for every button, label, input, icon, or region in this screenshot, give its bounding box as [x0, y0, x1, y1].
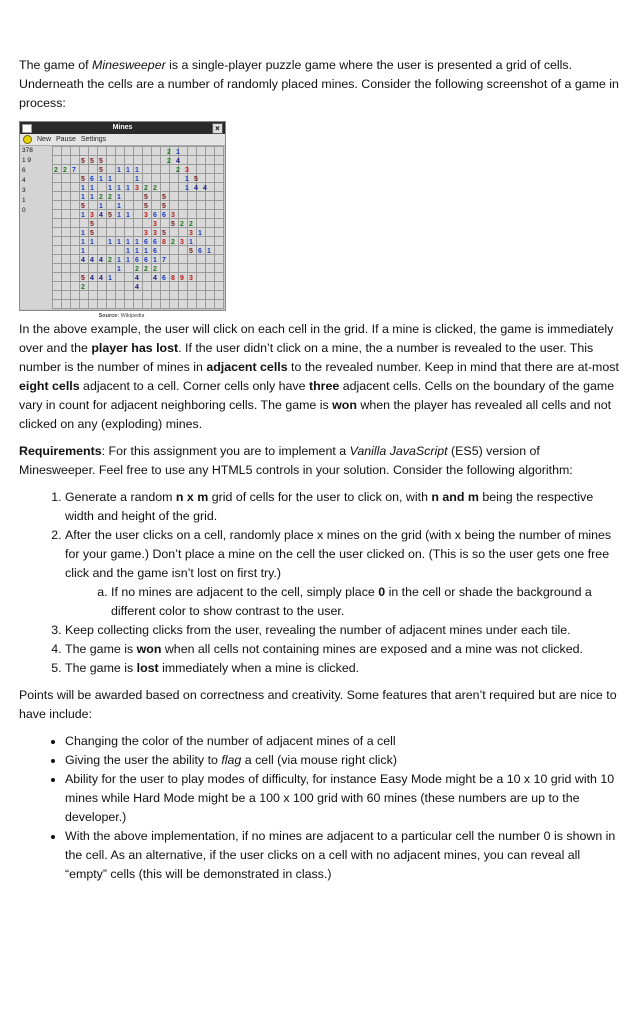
side-counter: 1 — [22, 197, 26, 204]
list-item — [65, 488, 619, 526]
step-bold: won — [136, 642, 162, 656]
list-item: • Ability for the user to play modes of difficulty, for instance Easy Mode might be a 10 x 10 grid with 10 mines while Hard Mode might be a 100 x 100 grid with 60 mines (these numbers are up to the developer.) — [65, 770, 619, 827]
points-paragraph: Points will be awarded based on correctness and creativity. Some features that aren’t required but are nice to have include: — [19, 688, 617, 721]
grid-cell-number: 4 — [90, 275, 94, 282]
caption-label: Source: — [98, 313, 120, 319]
grid-cell-number: 1 — [81, 212, 85, 219]
step-text: grid of cells for the user to click on, with — [208, 490, 432, 504]
step-text: Keep collecting clicks from the user, revealing the number of adjacent mines under each tile. — [65, 623, 571, 637]
algorithm-list — [19, 488, 619, 678]
list-item: • Changing the color of the number of adjacent mines of a cell — [65, 732, 619, 751]
grid-cell-number: 1 — [90, 239, 94, 246]
grid-cell-number: 5 — [189, 248, 193, 255]
grid-cell-number: 5 — [90, 158, 94, 165]
grid-cell-number: 2 — [144, 266, 148, 273]
list-item — [65, 621, 619, 640]
grid-cell-number: 1 — [207, 248, 211, 255]
grid-cell-number: 4 — [99, 257, 103, 264]
step-text: After the user clicks on a cell, randomly place x mines on the grid (with x being the number of mines for your game.) Don’t place a mine on the cell the user clicked on. (This is so the user gets one free click and the game isn’t lost on first try.) — [65, 528, 612, 580]
step-text: If no mines are adjacent to the cell, simply place — [111, 585, 379, 599]
step-text: in the cell or shade the background a different color to show contrast to the user. — [111, 585, 592, 618]
grid-cell-number: 4 — [203, 185, 207, 192]
step-bold: lost — [136, 661, 159, 675]
grid-cell-number: 6 — [162, 275, 166, 282]
grid-cell-number: 1 — [126, 257, 130, 264]
window-menubar — [20, 134, 225, 146]
grid-cell-number: 3 — [180, 239, 184, 246]
grid-cell-number: 4 — [99, 275, 103, 282]
grid-cell-number: 2 — [108, 194, 112, 201]
grid-cell-number: 1 — [90, 194, 94, 201]
grid-cell-number: 1 — [81, 194, 85, 201]
grid-cell-number: 5 — [90, 221, 94, 228]
grid-cell-number: 5 — [162, 230, 166, 237]
grid-cell-number: 5 — [90, 230, 94, 237]
grid-cell-number: 1 — [117, 194, 121, 201]
grid-cell-number: 2 — [171, 239, 175, 246]
grid-cell-number: 2 — [81, 284, 85, 291]
grid-cell-number: 7 — [162, 257, 166, 264]
window-titlebar — [20, 122, 225, 134]
rules-text: In the above example, the user will click on each cell in the grid. If a mine is clicked, the game is immediately over and the — [19, 322, 614, 355]
grid-cell-number: 1 — [99, 203, 103, 210]
grid-cell-number: 3 — [185, 167, 189, 174]
grid-cell-number: 1 — [126, 248, 130, 255]
close-icon: × — [212, 123, 223, 134]
grid-cell-number: 1 — [117, 266, 121, 273]
grid-cell-number: 2 — [167, 149, 171, 156]
grid-cell-number: 1 — [117, 257, 121, 264]
grid-cell-number: 6 — [153, 239, 157, 246]
grid-cell-number: 2 — [176, 167, 180, 174]
grid-cell-number: 1 — [81, 185, 85, 192]
grid-cell-number: 5 — [81, 176, 85, 183]
grid-cell-number: 1 — [185, 176, 189, 183]
grid-cell-number: 3 — [135, 185, 139, 192]
grid-cell-number: 1 — [108, 275, 112, 282]
grid-cell-number: 1 — [81, 230, 85, 237]
grid-cell-number: 1 — [90, 185, 94, 192]
minesweeper-title: Minesweeper — [92, 58, 166, 72]
rules-text: adjacent to a cell. Corner cells only have — [79, 379, 309, 393]
grid-cell-number: 2 — [108, 257, 112, 264]
grid-cell-number: 1 — [185, 185, 189, 192]
rules-text: adjacent cells. Cells on the boundary of the game vary in count for adjacent neighboring cells. The game is — [19, 379, 615, 412]
list-item — [65, 526, 619, 621]
timer-readout: 378 — [22, 147, 33, 154]
grid-cell-number: 1 — [117, 167, 121, 174]
grid-cell-number: 2 — [180, 221, 184, 228]
grid-cell-number: 6 — [153, 212, 157, 219]
grid-cell-number: 6 — [153, 248, 157, 255]
grid-cell-number: 1 — [135, 248, 139, 255]
intro-paragraph — [19, 56, 619, 113]
mine-grid — [52, 146, 224, 309]
features-list — [19, 732, 619, 884]
grid-cell-number: 1 — [189, 239, 193, 246]
grid-cell-number: 1 — [126, 185, 130, 192]
side-counter: 3 — [22, 187, 26, 194]
grid-cell-number: 3 — [189, 230, 193, 237]
smiley-icon — [23, 135, 32, 144]
grid-cell-number: 5 — [162, 194, 166, 201]
grid-cell-number: 1 — [176, 149, 180, 156]
grid-cell-number: 1 — [81, 239, 85, 246]
rules-paragraph — [19, 320, 619, 434]
grid-cell-number: 3 — [153, 221, 157, 228]
grid-cell-number: 1 — [117, 239, 121, 246]
grid-cell-number: 1 — [153, 257, 157, 264]
grid-cell-number: 2 — [153, 266, 157, 273]
grid-cell-number: 1 — [126, 239, 130, 246]
grid-cell-number: 3 — [189, 275, 193, 282]
caption-source: Wikipedia — [120, 313, 145, 319]
list-item — [111, 583, 619, 621]
feature-text: Giving the user the ability to — [65, 753, 222, 767]
grid-cell-number: 6 — [162, 212, 166, 219]
grid-cell-number: 4 — [90, 257, 94, 264]
grid-cell-number: 8 — [171, 275, 175, 282]
grid-cell-number: 1 — [108, 239, 112, 246]
intro-text: The game of — [19, 58, 93, 72]
step-text: when all cells not containing mines are exposed and a mine was not clicked. — [161, 642, 583, 656]
list-item — [65, 751, 619, 770]
grid-cell-number: 1 — [144, 248, 148, 255]
grid-cell-number: 3 — [144, 212, 148, 219]
grid-cell-number: 4 — [135, 275, 139, 282]
list-item: • With the above implementation, if no mines are adjacent to a particular cell the number 0 is shown in the cell. As an alternative, if the user clicks on a cell with no adjacent mines, you can reveal all “empty” cells (this will be demonstrated in class.) — [65, 827, 619, 884]
list-item — [65, 659, 619, 678]
figure-caption — [19, 312, 224, 320]
requirements-text: : For this assignment you are to implement a — [101, 444, 350, 458]
grid-cell-number: 1 — [117, 212, 121, 219]
grid-cell-number: 2 — [167, 158, 171, 165]
minesweeper-screenshot — [19, 121, 226, 311]
requirements-em: Vanilla JavaScript — [349, 444, 448, 458]
score-sidebar — [20, 146, 52, 309]
side-counter: 4 — [22, 177, 26, 184]
grid-cell-number: 6 — [144, 239, 148, 246]
intro-text-rest: is a single-player puzzle game where the user is presented a grid of cells. Underneath the cells are a number of randomly placed mines. Consider the following screenshot of a game in process: — [19, 58, 619, 110]
grid-cell-number: 3 — [90, 212, 94, 219]
grid-cell-number: 2 — [135, 266, 139, 273]
grid-cell-number: 5 — [81, 203, 85, 210]
grid-cell-number: 2 — [153, 185, 157, 192]
step-bold: n and m — [431, 490, 479, 504]
grid-cell-number: 1 — [108, 185, 112, 192]
rules-bold-eight: eight cells — [19, 379, 80, 393]
menu-new: New — [37, 136, 52, 143]
grid-cell-number: 1 — [108, 176, 112, 183]
menu-pause: Pause — [56, 136, 76, 143]
step-bold: n x m — [175, 490, 209, 504]
grid-cell-number: 1 — [117, 185, 121, 192]
algorithm-sublist — [65, 583, 619, 621]
side-counter: 6 — [22, 167, 26, 174]
grid-cell-number: 1 — [135, 167, 139, 174]
grid-cell-number: 3 — [171, 212, 175, 219]
grid-cell-number: 2 — [54, 167, 58, 174]
grid-cell-number: 4 — [81, 257, 85, 264]
grid-cell-number: 2 — [63, 167, 67, 174]
grid-cell-number: 6 — [90, 176, 94, 183]
grid-cell-number: 4 — [194, 185, 198, 192]
grid-cell-number: 5 — [194, 176, 198, 183]
feature-text: a cell (via mouse right click) — [241, 753, 397, 767]
step-text: The game is — [65, 642, 137, 656]
grid-cell-number: 5 — [108, 212, 112, 219]
grid-cell-number: 5 — [144, 203, 148, 210]
rules-bold-adjacent: adjacent cells — [206, 360, 288, 374]
window-title: Mines — [112, 124, 133, 131]
grid-cell-number: 5 — [81, 158, 85, 165]
feature-em: flag — [221, 753, 242, 767]
grid-cell-number: 5 — [81, 275, 85, 282]
document-page — [19, 56, 619, 884]
grid-cell-number: 1 — [99, 176, 103, 183]
grid-cell-number: 3 — [144, 230, 148, 237]
grid-cell-number: 4 — [135, 284, 139, 291]
rules-bold-won: won — [332, 398, 357, 412]
grid-cell-number: 5 — [171, 221, 175, 228]
side-counter: 1 9 — [22, 157, 32, 164]
grid-cell-number: 1 — [126, 167, 130, 174]
rules-bold-three: three — [308, 379, 340, 393]
grid-cell-number: 8 — [162, 239, 166, 246]
rules-text: when the player has revealed all cells and not clicked on any (exploding) mines. — [19, 398, 612, 431]
grid-cell-number: 4 — [176, 158, 180, 165]
grid-cell-number: 1 — [117, 203, 121, 210]
step-text: Generate a random — [65, 490, 176, 504]
step-text: The game is — [65, 661, 137, 675]
grid-cell-number: 5 — [144, 194, 148, 201]
menu-settings: Settings — [80, 136, 107, 143]
grid-cell-number: 1 — [135, 239, 139, 246]
grid-cell-number: 3 — [153, 230, 157, 237]
grid-cell-number: 6 — [135, 257, 139, 264]
grid-cell-number: 9 — [180, 275, 184, 282]
list-item — [65, 640, 619, 659]
grid-cell-number: 1 — [198, 230, 202, 237]
window-icon — [22, 124, 32, 133]
step-text: immediately when a mine is clicked. — [158, 661, 360, 675]
grid-cell-number: 4 — [153, 275, 157, 282]
grid-cell-number: 1 — [126, 212, 130, 219]
step-text: being the respective width and height of the grid. — [65, 490, 594, 523]
requirements-text: (ES5) version of Minesweeper. Feel free to use any HTML5 controls in your solution. Consider the following algorithm: — [19, 444, 573, 477]
side-counter: 0 — [22, 207, 26, 214]
rules-text: . If the user didn’t click on a mine, the a number is revealed to the user. This number is the number of mines in — [19, 341, 594, 374]
requirements-paragraph — [19, 442, 619, 480]
grid-cell-number: 2 — [99, 194, 103, 201]
grid-cell-number: 5 — [99, 167, 103, 174]
grid-cell-number: 4 — [99, 212, 103, 219]
grid-cell-number: 2 — [144, 185, 148, 192]
grid-cell-number: 5 — [99, 158, 103, 165]
grid-cell-number: 1 — [81, 248, 85, 255]
rules-text: to the revealed number. Keep in mind that there are at-most — [287, 360, 619, 374]
requirements-label: Requirements — [19, 444, 102, 458]
rules-bold-lost: player has lost — [91, 341, 179, 355]
grid-cell-number: 7 — [72, 167, 76, 174]
step-bold: 0 — [378, 585, 386, 599]
grid-cell-number: 6 — [198, 248, 202, 255]
grid-cell-number: 2 — [189, 221, 193, 228]
grid-cell-number: 6 — [144, 257, 148, 264]
grid-cell-number: 5 — [162, 203, 166, 210]
grid-cell-number: 1 — [135, 176, 139, 183]
